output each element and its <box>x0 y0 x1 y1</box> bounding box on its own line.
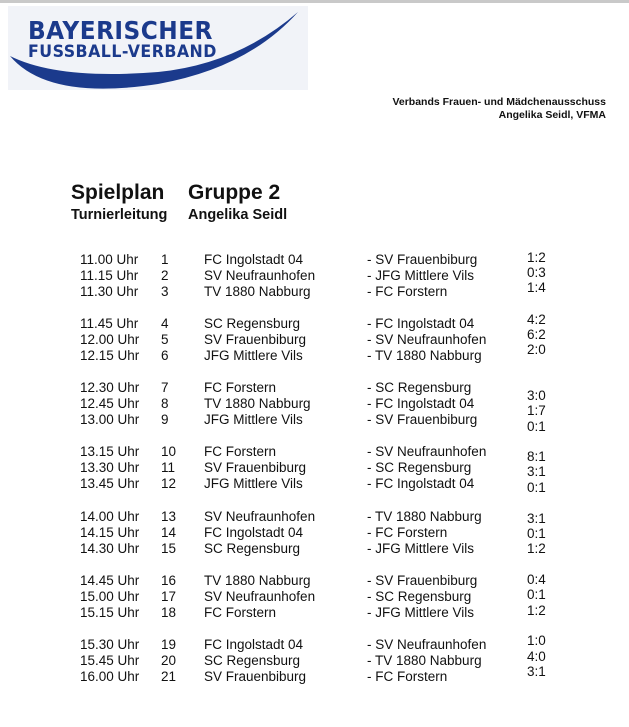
subtitle-label: Turnierleitung <box>71 207 168 223</box>
match-away: - SV Frauenbiburg <box>367 573 478 588</box>
match-score: 3:1 <box>527 511 546 526</box>
match-away: - TV 1880 Nabburg <box>367 509 482 524</box>
match-score: 1:0 <box>527 633 546 648</box>
match-away: - FC Ingolstadt 04 <box>367 396 475 411</box>
match-time: 11.30 Uhr <box>80 284 139 299</box>
subtitle-name: Angelika Seidl <box>188 207 288 223</box>
organization-name: Verbands Frauen- und Mädchenausschuss <box>392 96 606 108</box>
match-score: 1:2 <box>527 541 546 556</box>
match-home: SV Frauenbiburg <box>204 669 307 684</box>
match-no: 4 <box>161 316 169 331</box>
match-home: SV Neufraunhofen <box>204 509 316 524</box>
match-score: 6:2 <box>527 327 546 342</box>
match-time: 12.15 Uhr <box>80 348 140 363</box>
bfv-logo <box>8 6 308 90</box>
match-score: 3:1 <box>527 464 546 479</box>
match-no: 20 <box>161 653 177 668</box>
match-time: 12.45 Uhr <box>80 396 140 411</box>
match-no: 2 <box>161 268 169 283</box>
match-no: 21 <box>161 669 177 684</box>
match-home: SV Frauenbiburg <box>204 460 307 475</box>
match-away: - JFG Mittlere Vils <box>367 268 475 283</box>
match-away: - SV Neufraunhofen <box>367 332 487 347</box>
logo-line-1: BAYERISCHER <box>28 16 213 45</box>
match-home: TV 1880 Nabburg <box>204 396 311 411</box>
match-time: 14.15 Uhr <box>80 525 140 540</box>
match-away: - FC Forstern <box>367 284 448 299</box>
match-score: 0:1 <box>527 419 546 434</box>
match-time: 15.30 Uhr <box>80 637 140 652</box>
match-home: FC Forstern <box>204 605 277 620</box>
match-score: 1:7 <box>527 403 546 418</box>
organization-block <box>392 96 606 122</box>
match-away: - SC Regensburg <box>367 380 472 395</box>
match-no: 18 <box>161 605 177 620</box>
match-home: FC Forstern <box>204 380 277 395</box>
match-home: SC Regensburg <box>204 541 301 556</box>
match-away: - SV Frauenbiburg <box>367 252 478 267</box>
match-score: 2:0 <box>527 342 546 357</box>
organization-person: Angelika Seidl, VFMA <box>498 109 606 121</box>
match-time: 13.00 Uhr <box>80 412 140 427</box>
match-home: FC Ingolstadt 04 <box>204 525 304 540</box>
match-time: 14.00 Uhr <box>80 509 140 524</box>
match-no: 7 <box>161 380 169 395</box>
top-border <box>0 0 629 3</box>
match-home: TV 1880 Nabburg <box>204 573 311 588</box>
match-home: JFG Mittlere Vils <box>204 476 303 491</box>
match-no: 19 <box>161 637 177 652</box>
match-no: 14 <box>161 525 177 540</box>
match-home: FC Ingolstadt 04 <box>204 252 304 267</box>
logo-line-2: FUSSBALL-VERBAND <box>28 42 217 62</box>
match-time: 14.30 Uhr <box>80 541 140 556</box>
match-no: 15 <box>161 541 177 556</box>
match-time: 12.00 Uhr <box>80 332 140 347</box>
match-score: 0:3 <box>527 265 546 280</box>
match-away: - FC Ingolstadt 04 <box>367 316 475 331</box>
title-spielplan: Spielplan <box>71 181 165 204</box>
match-score: 0:1 <box>527 526 546 541</box>
match-score: 4:2 <box>527 312 546 327</box>
match-home: SV Neufraunhofen <box>204 268 316 283</box>
match-score: 3:1 <box>527 664 546 679</box>
match-home: SC Regensburg <box>204 316 301 331</box>
match-no: 17 <box>161 589 177 604</box>
match-score: 8:1 <box>527 449 546 464</box>
match-time: 14.45 Uhr <box>80 573 140 588</box>
match-away: - SC Regensburg <box>367 460 472 475</box>
match-time: 12.30 Uhr <box>80 380 140 395</box>
match-away: - SV Neufraunhofen <box>367 637 487 652</box>
match-away: - FC Ingolstadt 04 <box>367 476 475 491</box>
match-score: 3:0 <box>527 388 546 403</box>
match-no: 5 <box>161 332 169 347</box>
match-no: 10 <box>161 444 177 459</box>
match-score: 0:4 <box>527 572 546 587</box>
match-no: 9 <box>161 412 169 427</box>
match-score: 4:0 <box>527 649 546 664</box>
match-score: 0:1 <box>527 587 546 602</box>
match-no: 12 <box>161 476 177 491</box>
match-time: 13.45 Uhr <box>80 476 140 491</box>
match-no: 6 <box>161 348 169 363</box>
match-no: 11 <box>161 460 176 475</box>
match-away: - SC Regensburg <box>367 589 472 604</box>
match-time: 11.45 Uhr <box>80 316 139 331</box>
match-away: - TV 1880 Nabburg <box>367 348 482 363</box>
match-time: 13.15 Uhr <box>80 444 140 459</box>
match-no: 1 <box>161 252 169 267</box>
match-home: FC Forstern <box>204 444 277 459</box>
match-no: 16 <box>161 573 177 588</box>
match-no: 13 <box>161 509 177 524</box>
match-time: 16.00 Uhr <box>80 669 140 684</box>
match-home: SV Neufraunhofen <box>204 589 316 604</box>
match-score: 1:2 <box>527 250 546 265</box>
match-home: SV Frauenbiburg <box>204 332 307 347</box>
match-home: JFG Mittlere Vils <box>204 348 303 363</box>
match-time: 15.45 Uhr <box>80 653 140 668</box>
match-time: 11.15 Uhr <box>80 268 139 283</box>
match-no: 3 <box>161 284 169 299</box>
title-group: Gruppe 2 <box>188 181 281 204</box>
match-score: 1:2 <box>527 603 546 618</box>
match-no: 8 <box>161 396 169 411</box>
match-score: 1:4 <box>527 280 546 295</box>
match-score: 0:1 <box>527 480 546 495</box>
match-away: - SV Neufraunhofen <box>367 444 487 459</box>
match-away: - TV 1880 Nabburg <box>367 653 482 668</box>
match-time: 11.00 Uhr <box>80 252 139 267</box>
match-home: FC Ingolstadt 04 <box>204 637 304 652</box>
match-away: - FC Forstern <box>367 669 448 684</box>
match-time: 15.15 Uhr <box>80 605 140 620</box>
match-away: - JFG Mittlere Vils <box>367 541 475 556</box>
match-time: 13.30 Uhr <box>80 460 140 475</box>
match-home: SC Regensburg <box>204 653 301 668</box>
match-away: - FC Forstern <box>367 525 448 540</box>
match-home: TV 1880 Nabburg <box>204 284 311 299</box>
match-away: - SV Frauenbiburg <box>367 412 478 427</box>
match-time: 15.00 Uhr <box>80 589 140 604</box>
match-home: JFG Mittlere Vils <box>204 412 303 427</box>
match-away: - JFG Mittlere Vils <box>367 605 475 620</box>
